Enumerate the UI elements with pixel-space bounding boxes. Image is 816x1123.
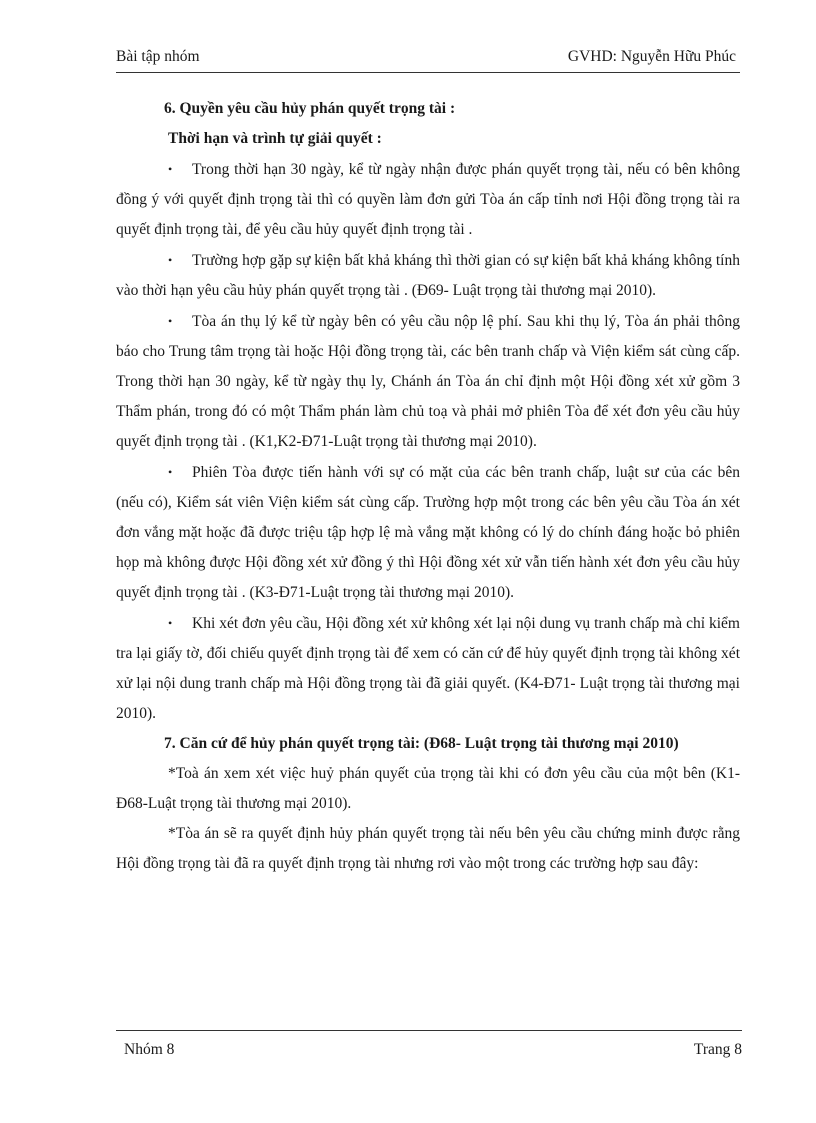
bullet-icon: • [168,253,173,267]
footer-divider [116,1030,742,1031]
page-header [116,46,740,73]
section-heading-7: 7. Căn cứ để hủy phán quyết trọng tài: (Đ68- Luật trọng tài thương mại 2010) [164,735,679,752]
bullet-text: Trong thời hạn 30 ngày, kể từ ngày nhận được phán quyết trọng tài, nếu có bên không đồng ý với quyết định trọng tài thì có quyền làm đơn gửi Tòa án cấp tỉnh nơi Hội đồng trọng tài ra quyết định trọng tài, để yêu cầu hủy quyết định trọng tài . [116,161,740,238]
header-course-label: Bài tập nhóm [116,48,200,65]
paragraph: *Toà án xem xét việc huỷ phán quyết của trọng tài khi có đơn yêu cầu của một bên (K1-Đ68-Luật trọng tài thương mại 2010). [116,765,740,812]
bullet-icon: • [168,465,173,479]
bullet-text: Khi xét đơn yêu cầu, Hội đồng xét xử không xét lại nội dung vụ tranh chấp mà chỉ kiểm tra lại giấy tờ, đối chiếu quyết định trọng tài để xem có căn cứ để hủy quyết định trọng tài không xét xử lại nội dung tranh chấp mà Hội đồng trọng tài đã giải quyết. (K4-Đ71- Luật trọng tài thương mại 2010). [116,615,740,722]
bullet-icon: • [168,314,173,328]
subheading-time-procedure: Thời hạn và trình tự giải quyết : [168,130,382,147]
bullet-text: Phiên Tòa được tiến hành với sự có mặt của các bên tranh chấp, luật sư của các bên (nếu có), Kiểm sát viên Viện kiểm sát cùng cấp. Trường hợp một trong các bên yêu cầu Tòa án xét đơn vắng mặt hoặc đã được triệu tập hợp lệ mà vắng mặt không có lý do chính đáng hoặc bỏ phiên họp mà không được Hội đồng xét xử đồng ý thì Hội đồng xét xử vẫn tiến hành xét đơn yêu cầu hủy quyết định trọng tài . (K3-Đ71-Luật trọng tài thương mại 2010). [116,464,740,601]
bullet-item [116,608,740,729]
paragraph: *Tòa án sẽ ra quyết định hủy phán quyết trọng tài nếu bên yêu cầu chứng minh được rằng Hội đồng trọng tài đã ra quyết định trọng tài nhưng rơi vào một trong các trường hợp sau đây: [116,825,740,872]
bullet-item [116,457,740,608]
bullet-item [116,245,740,306]
bullet-text: Tòa án thụ lý kể từ ngày bên có yêu cầu nộp lệ phí. Sau khi thụ lý, Tòa án phải thông báo cho Trung tâm trọng tài hoặc Hội đồng trọng tài, các bên tranh chấp và Viện kiểm sát cùng cấp. Trong thời hạn 30 ngày, kể từ ngày thụ ly, Chánh án Tòa án chỉ định một Hội đồng xét xử gồm 3 Thẩm phán, trong đó có một Thẩm phán làm chủ toạ và phải mở phiên Tòa để xét đơn yêu cầu hủy quyết định trọng tài . (K1,K2-Đ71-Luật trọng tài thương mại 2010). [116,313,740,450]
bullet-text: Trường hợp gặp sự kiện bất khả kháng thì thời gian có sự kiện bất khả kháng không tính vào thời hạn yêu cầu hủy phán quyết trọng tài . (Đ69- Luật trọng tài thương mại 2010). [116,252,740,299]
footer-page-number: Trang 8 [693,1041,742,1058]
header-instructor: GVHD: Nguyễn Hữu Phúc [567,48,736,65]
footer-group-label: Nhóm 8 [124,1041,175,1058]
bullet-icon: • [168,616,173,630]
section-heading-6: 6. Quyền yêu cầu hủy phán quyết trọng tài : [164,100,456,117]
bullet-item [116,154,740,245]
bullet-item [116,306,740,457]
document-body [116,94,740,879]
bullet-icon: • [168,162,173,176]
